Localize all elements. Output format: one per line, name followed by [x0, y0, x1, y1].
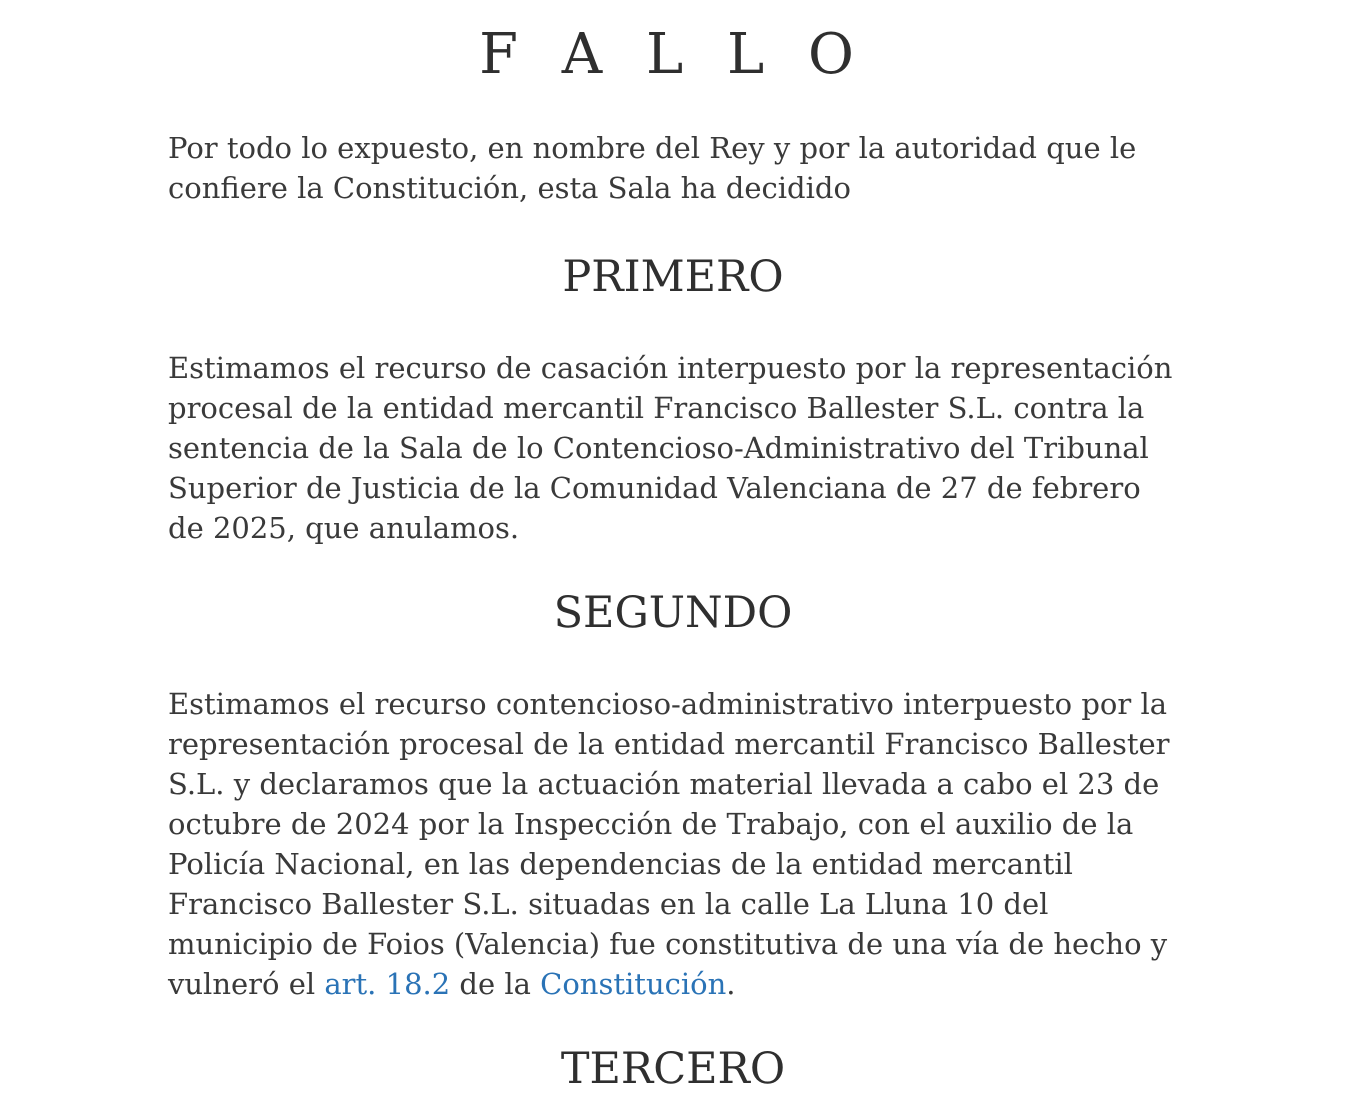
article-18-2-link[interactable]: art. 18.2 — [324, 967, 451, 1001]
segundo-text-part-1: Estimamos el recurso contencioso-administrativo interpuesto por la representación procesal de la entidad mercantil Francisco Ballester S.L. y declaramos que la actuación material llevada a cabo el 23 de octubre de 2024 por la Inspección de Trabajo, con el auxilio de la Policía Nacional, en las dependencias de la entidad mercantil Francisco Ballester S.L. situadas en la calle La Lluna 10 del municipio de Foios (Valencia) fue constitutiva de una vía de hecho y vulneró el — [168, 687, 1170, 1001]
fallo-title: F A L L O — [479, 22, 867, 87]
section-text-primero: Estimamos el recurso de casación interpuesto por la representación procesal de la entidad mercantil Francisco Ballester S.L. contra la sentencia de la Sala de lo Contencioso-Administrativo del Tribunal Superior de Justicia de la Comunidad Valenciana de 27 de febrero de 2025, que anulamos. — [168, 351, 1173, 545]
segundo-text-part-2: de la — [450, 967, 541, 1001]
section-text-segundo — [168, 684, 1178, 1004]
section-heading-segundo: SEGUNDO — [553, 588, 793, 638]
judgment-document — [168, 0, 1178, 1094]
intro-paragraph: Por todo lo expuesto, en nombre del Rey y por la autoridad que le confiere la Constitución, esta Sala ha decidido — [168, 131, 1137, 205]
constitucion-link[interactable]: Constitución — [540, 967, 727, 1001]
segundo-text-part-3: . — [726, 967, 736, 1001]
section-heading-primero: PRIMERO — [562, 252, 784, 302]
section-heading-tercero: TERCERO — [560, 1044, 786, 1094]
